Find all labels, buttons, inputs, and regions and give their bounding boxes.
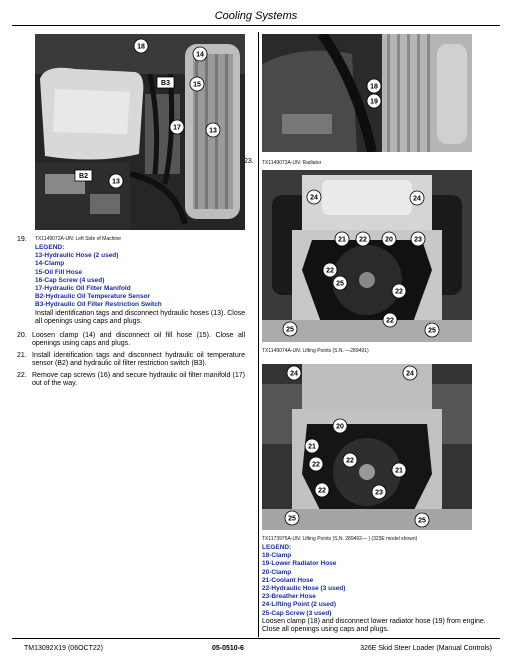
- footer-page-number: 05-0510-6: [212, 645, 244, 652]
- legend-item: 24-Lifting Point (2 used): [262, 601, 337, 609]
- callout-20: [382, 232, 396, 246]
- svg-text:20: 20: [336, 423, 344, 431]
- svg-text:21: 21: [338, 236, 346, 244]
- callout-14: [193, 47, 207, 61]
- callout-21: [335, 232, 349, 246]
- svg-text:21: 21: [308, 443, 316, 451]
- radiator-figure-number: 23.: [244, 158, 254, 165]
- page-title: Cooling Systems: [214, 10, 298, 22]
- svg-text:24: 24: [406, 370, 414, 378]
- step-21: 21. Install identification tags and disconnect hydraulic oil temperature sensor (B2) and hydraulic oil filter restriction switch (B3).: [17, 351, 245, 368]
- svg-text:23: 23: [375, 489, 383, 497]
- callout-22d: [383, 313, 397, 327]
- callout-22c: [315, 483, 329, 497]
- callout-25a: [333, 276, 347, 290]
- legend-item: B3-Hydraulic Oil Filter Restriction Switch: [35, 301, 162, 309]
- callout-22b: [323, 263, 337, 277]
- left-figure-note: Install identification tags and disconnect hydraulic hoses (13). Close all openings using caps and plugs.: [35, 309, 246, 326]
- legend-item: 20-Clamp: [262, 568, 292, 576]
- callout-22a: [309, 457, 323, 471]
- left-side-machine-photo: [35, 34, 245, 230]
- left-figure-number: 19.: [17, 236, 27, 243]
- callout-23: [372, 485, 386, 499]
- svg-text:25: 25: [336, 280, 344, 288]
- step-20: 20. Loosen clamp (14) and disconnect oil fill hose (15). Close all openings using caps and plugs.: [17, 332, 245, 348]
- svg-text:13: 13: [112, 178, 120, 186]
- svg-text:22: 22: [359, 236, 367, 244]
- page-header: [12, 8, 500, 26]
- callout-17: [170, 120, 184, 134]
- svg-text:21: 21: [395, 467, 403, 475]
- callout-21b: [392, 463, 406, 477]
- left-legend-title: LEGEND:: [35, 244, 65, 251]
- left-legend: [35, 244, 250, 326]
- callout-b2: [75, 170, 92, 181]
- callout-22a: [356, 232, 370, 246]
- svg-text:22: 22: [386, 317, 394, 325]
- svg-text:B2: B2: [79, 173, 88, 180]
- callout-20: [333, 419, 347, 433]
- svg-text:25: 25: [428, 327, 436, 335]
- callout-18: [134, 39, 148, 53]
- svg-text:22: 22: [318, 487, 326, 495]
- callout-25c: [425, 323, 439, 337]
- legend-item: 22-Hydraulic Hose (3 used): [262, 585, 346, 593]
- callout-19: [367, 94, 381, 108]
- svg-text:15: 15: [193, 81, 201, 89]
- footer-model: 326E Skid Steer Loader (Manual Controls): [360, 645, 492, 652]
- svg-text:23: 23: [414, 236, 422, 244]
- svg-text:22: 22: [346, 457, 354, 465]
- svg-text:24: 24: [310, 194, 318, 202]
- footer-doc-id: TM13092X19 (06OCT22): [24, 645, 103, 652]
- radiator-caption: TX1149073A-UN: Radiator: [262, 160, 322, 166]
- left-figure-caption: TX1149072A-UN: Left Side of Machine: [35, 236, 122, 242]
- lifting-points-photo-2: [262, 364, 472, 530]
- callout-23: [411, 232, 425, 246]
- svg-text:14: 14: [196, 51, 204, 59]
- callout-18: [367, 79, 381, 93]
- svg-text:25: 25: [288, 515, 296, 523]
- lifting-points-photo-1: [262, 170, 472, 342]
- svg-text:17: 17: [173, 124, 181, 132]
- callout-24b: [403, 366, 417, 380]
- callout-25b: [283, 322, 297, 336]
- callout-24b: [410, 191, 424, 205]
- callout-25a: [285, 511, 299, 525]
- callout-24a: [307, 190, 321, 204]
- right-figure-note: Loosen clamp (18) and disconnect lower radiator hose (19) from engine. Close all openings using caps and plugs.: [262, 617, 486, 634]
- callout-15: [190, 77, 204, 91]
- svg-text:18: 18: [137, 43, 145, 51]
- svg-text:25: 25: [286, 326, 294, 334]
- svg-text:19: 19: [370, 98, 378, 106]
- step-22: 22. Remove cap screws (16) and secure hydraulic oil filter manifold (17) out of the way.: [17, 371, 245, 388]
- svg-text:24: 24: [290, 370, 298, 378]
- legend-item: 25-Cap Screw (3 used): [262, 609, 332, 617]
- svg-text:B3: B3: [161, 80, 170, 87]
- column-divider: [258, 32, 259, 637]
- svg-text:13: 13: [209, 127, 217, 135]
- legend-item: 19-Lower Radiator Hose: [262, 560, 337, 568]
- legend-item: 15-Oil Fill Hose: [35, 268, 82, 276]
- svg-text:24: 24: [413, 195, 421, 203]
- callout-22c: [392, 284, 406, 298]
- page-footer: [12, 638, 500, 655]
- legend-item: 21-Coolant Hose: [262, 576, 314, 584]
- callout-b3: [157, 77, 174, 88]
- lifting-points-caption-2: TX1173975A-UN: Lifting Points (S.N. 289492— ) (323E model shown): [262, 536, 418, 542]
- lifting-points-caption-1: TX1149074A-UN: Lifting Points (S.N. —289491): [262, 348, 369, 354]
- callout-25b: [415, 513, 429, 527]
- right-legend-title: LEGEND:: [262, 544, 292, 551]
- svg-text:25: 25: [418, 517, 426, 525]
- legend-item: 18-Clamp: [262, 552, 292, 560]
- procedure-steps: [17, 332, 245, 391]
- legend-item: 16-Cap Screw (4 used): [35, 276, 105, 284]
- svg-text:22: 22: [326, 267, 334, 275]
- legend-item: B2-Hydraulic Oil Temperature Sensor: [35, 293, 151, 301]
- right-legend: [262, 544, 487, 635]
- legend-item: 17-Hydraulic Oil Filter Manifold: [35, 285, 131, 293]
- callout-22b: [343, 453, 357, 467]
- legend-item: 23-Breather Hose: [262, 593, 316, 601]
- callout-13b: [109, 174, 123, 188]
- radiator-photo: [262, 34, 472, 152]
- svg-text:22: 22: [395, 288, 403, 296]
- legend-item: 14-Clamp: [35, 260, 65, 268]
- svg-text:20: 20: [385, 236, 393, 244]
- callout-24a: [287, 366, 301, 380]
- svg-text:18: 18: [370, 83, 378, 91]
- legend-item: 13-Hydraulic Hose (2 used): [35, 252, 119, 260]
- callout-13a: [206, 123, 220, 137]
- left-callouts: [109, 39, 220, 188]
- callout-21a: [305, 439, 319, 453]
- svg-text:22: 22: [312, 461, 320, 469]
